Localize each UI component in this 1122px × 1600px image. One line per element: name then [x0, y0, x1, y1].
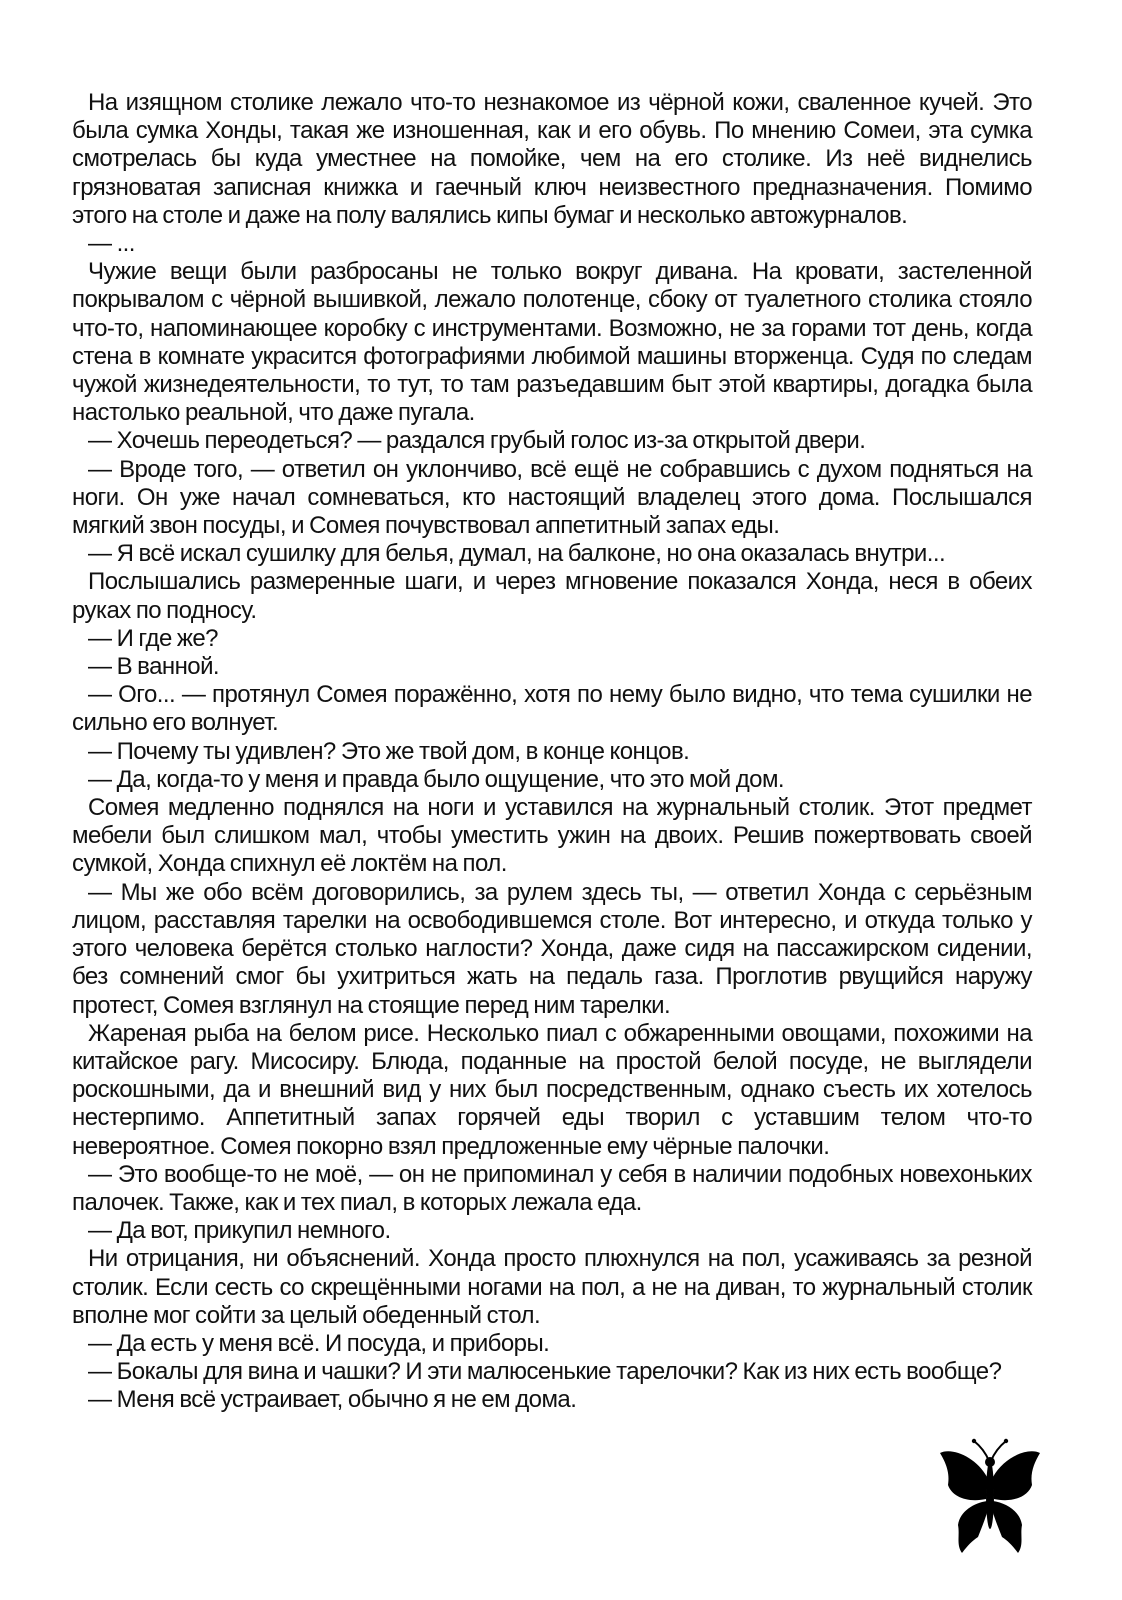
dialogue-line: — В ванной. — [88, 653, 220, 681]
dialogue-line: — Это вообще-то не моё, — он не припоминал у себя в наличии подобных новехоньких палочек. Также, как и тех пиал, в которых лежала еда. — [72, 1160, 1032, 1216]
paragraph: На изящном столике лежало что-то незнакомое из чёрной кожи, сваленное кучей. Это была сумка Хонды, такая же изношенная, как и его обувь. По мнению Сомеи, эта сумка смотрелась бы куда уместнее на помойке, чем на его столике. Из неё виднелись грязноватая записная книжка и гаечный ключ неизвестного предназначения. Помимо этого на столе и даже на полу валялись кипы бумаг и несколько автожурналов. — [72, 89, 1032, 229]
dialogue-line: — И где же? — [88, 624, 218, 652]
paragraph: Сомея медленно поднялся на ноги и уставился на журнальный столик. Этот предмет мебели был слишком мал, чтобы уместить ужин на двоих. Решив пожертвовать своей сумкой, Хонда спихнул её локтём на пол. — [72, 794, 1032, 878]
dialogue-line: — Хочешь переодеться? — раздался грубый голос из-за открытой двери. — [88, 427, 866, 455]
dialogue-line: — Меня всё устраивает, обычно я не ем дома. — [88, 1386, 577, 1414]
page-text — [72, 89, 1032, 1415]
butterfly-icon — [938, 1437, 1042, 1555]
paragraph: Ни отрицания, ни объяснений. Хонда просто плюхнулся на пол, усаживаясь за резной столик. Если сесть со скрещёнными ногами на пол, а не на диван, то журнальный столик вполне мог сойти за целый обеденный стол. — [72, 1245, 1032, 1329]
dialogue-line: — Да вот, прикупил немного. — [88, 1217, 391, 1245]
dialogue-line: — Ого... — протянул Сомея поражённо, хотя по нему было видно, что тема сушилки не сильно его волнует. — [72, 681, 1032, 737]
dialogue-line: — Да есть у меня всё. И посуда, и приборы. — [88, 1329, 550, 1357]
dialogue-line: — Я всё искал сушилку для белья, думал, на балконе, но она оказалась внутри... — [88, 540, 946, 568]
dialogue-line: — Бокалы для вина и чашки? И эти малюсенькие тарелочки? Как из них есть вообще? — [88, 1358, 1002, 1386]
paragraph: Чужие вещи были разбросаны не только вокруг дивана. На кровати, застеленной покрывалом с чёрной вышивкой, лежало полотенце, сбоку от туалетного столика стояло что-то, напоминающее коробку с инструментами. Возможно, не за горами тот день, когда стена в комнате украсится фотографиями любимой машины вторженца. Судя по следам чужой жизнедеятельности, то тут, то там разъедавшим быт этой квартиры, догадка была настолько реальной, что даже пугала. — [72, 258, 1032, 427]
dialogue-line: — Вроде того, — ответил он уклончиво, всё ещё не собравшись с духом подняться на ноги. Он уже начал сомневаться, кто настоящий владелец этого дома. Послышался мягкий звон посуды, и Сомея почувствовал аппетитный запах еды. — [72, 455, 1032, 540]
dialogue-line: — Да, когда-то у меня и правда было ощущение, что это мой дом. — [88, 765, 785, 793]
paragraph: Жареная рыба на белом рисе. Несколько пиал с обжаренными овощами, похожими на китайское рагу. Мисосиру. Блюда, поданные на простой белой посуде, не выглядели роскошными, да и внешний вид у них был посредственным, однако съесть их хотелось нестерпимо. Аппетитный запах горячей еды творил с уставшим телом что-то невероятное. Сомея покорно взял предложенные ему чёрные палочки. — [72, 1019, 1032, 1160]
dialogue-line: — Мы же обо всём договорились, за рулем здесь ты, — ответил Хонда с серьёзным лицом, расставляя тарелки на освободившемся столе. Вот интересно, и откуда только у этого человека берётся столько наглости? Хонда, даже сидя на пассажирском сидении, без сомнений смог бы ухитриться жать на педаль газа. Проглотив рвущийся наружу протест, Сомея взглянул на стоящие перед ним тарелки. — [72, 878, 1032, 1019]
paragraph: — ... — [88, 230, 135, 258]
paragraph: Послышались размеренные шаги, и через мгновение показался Хонда, неся в обеих руках по подносу. — [72, 568, 1032, 624]
dialogue-line: — Почему ты удивлен? Это же твой дом, в конце концов. — [88, 737, 690, 765]
